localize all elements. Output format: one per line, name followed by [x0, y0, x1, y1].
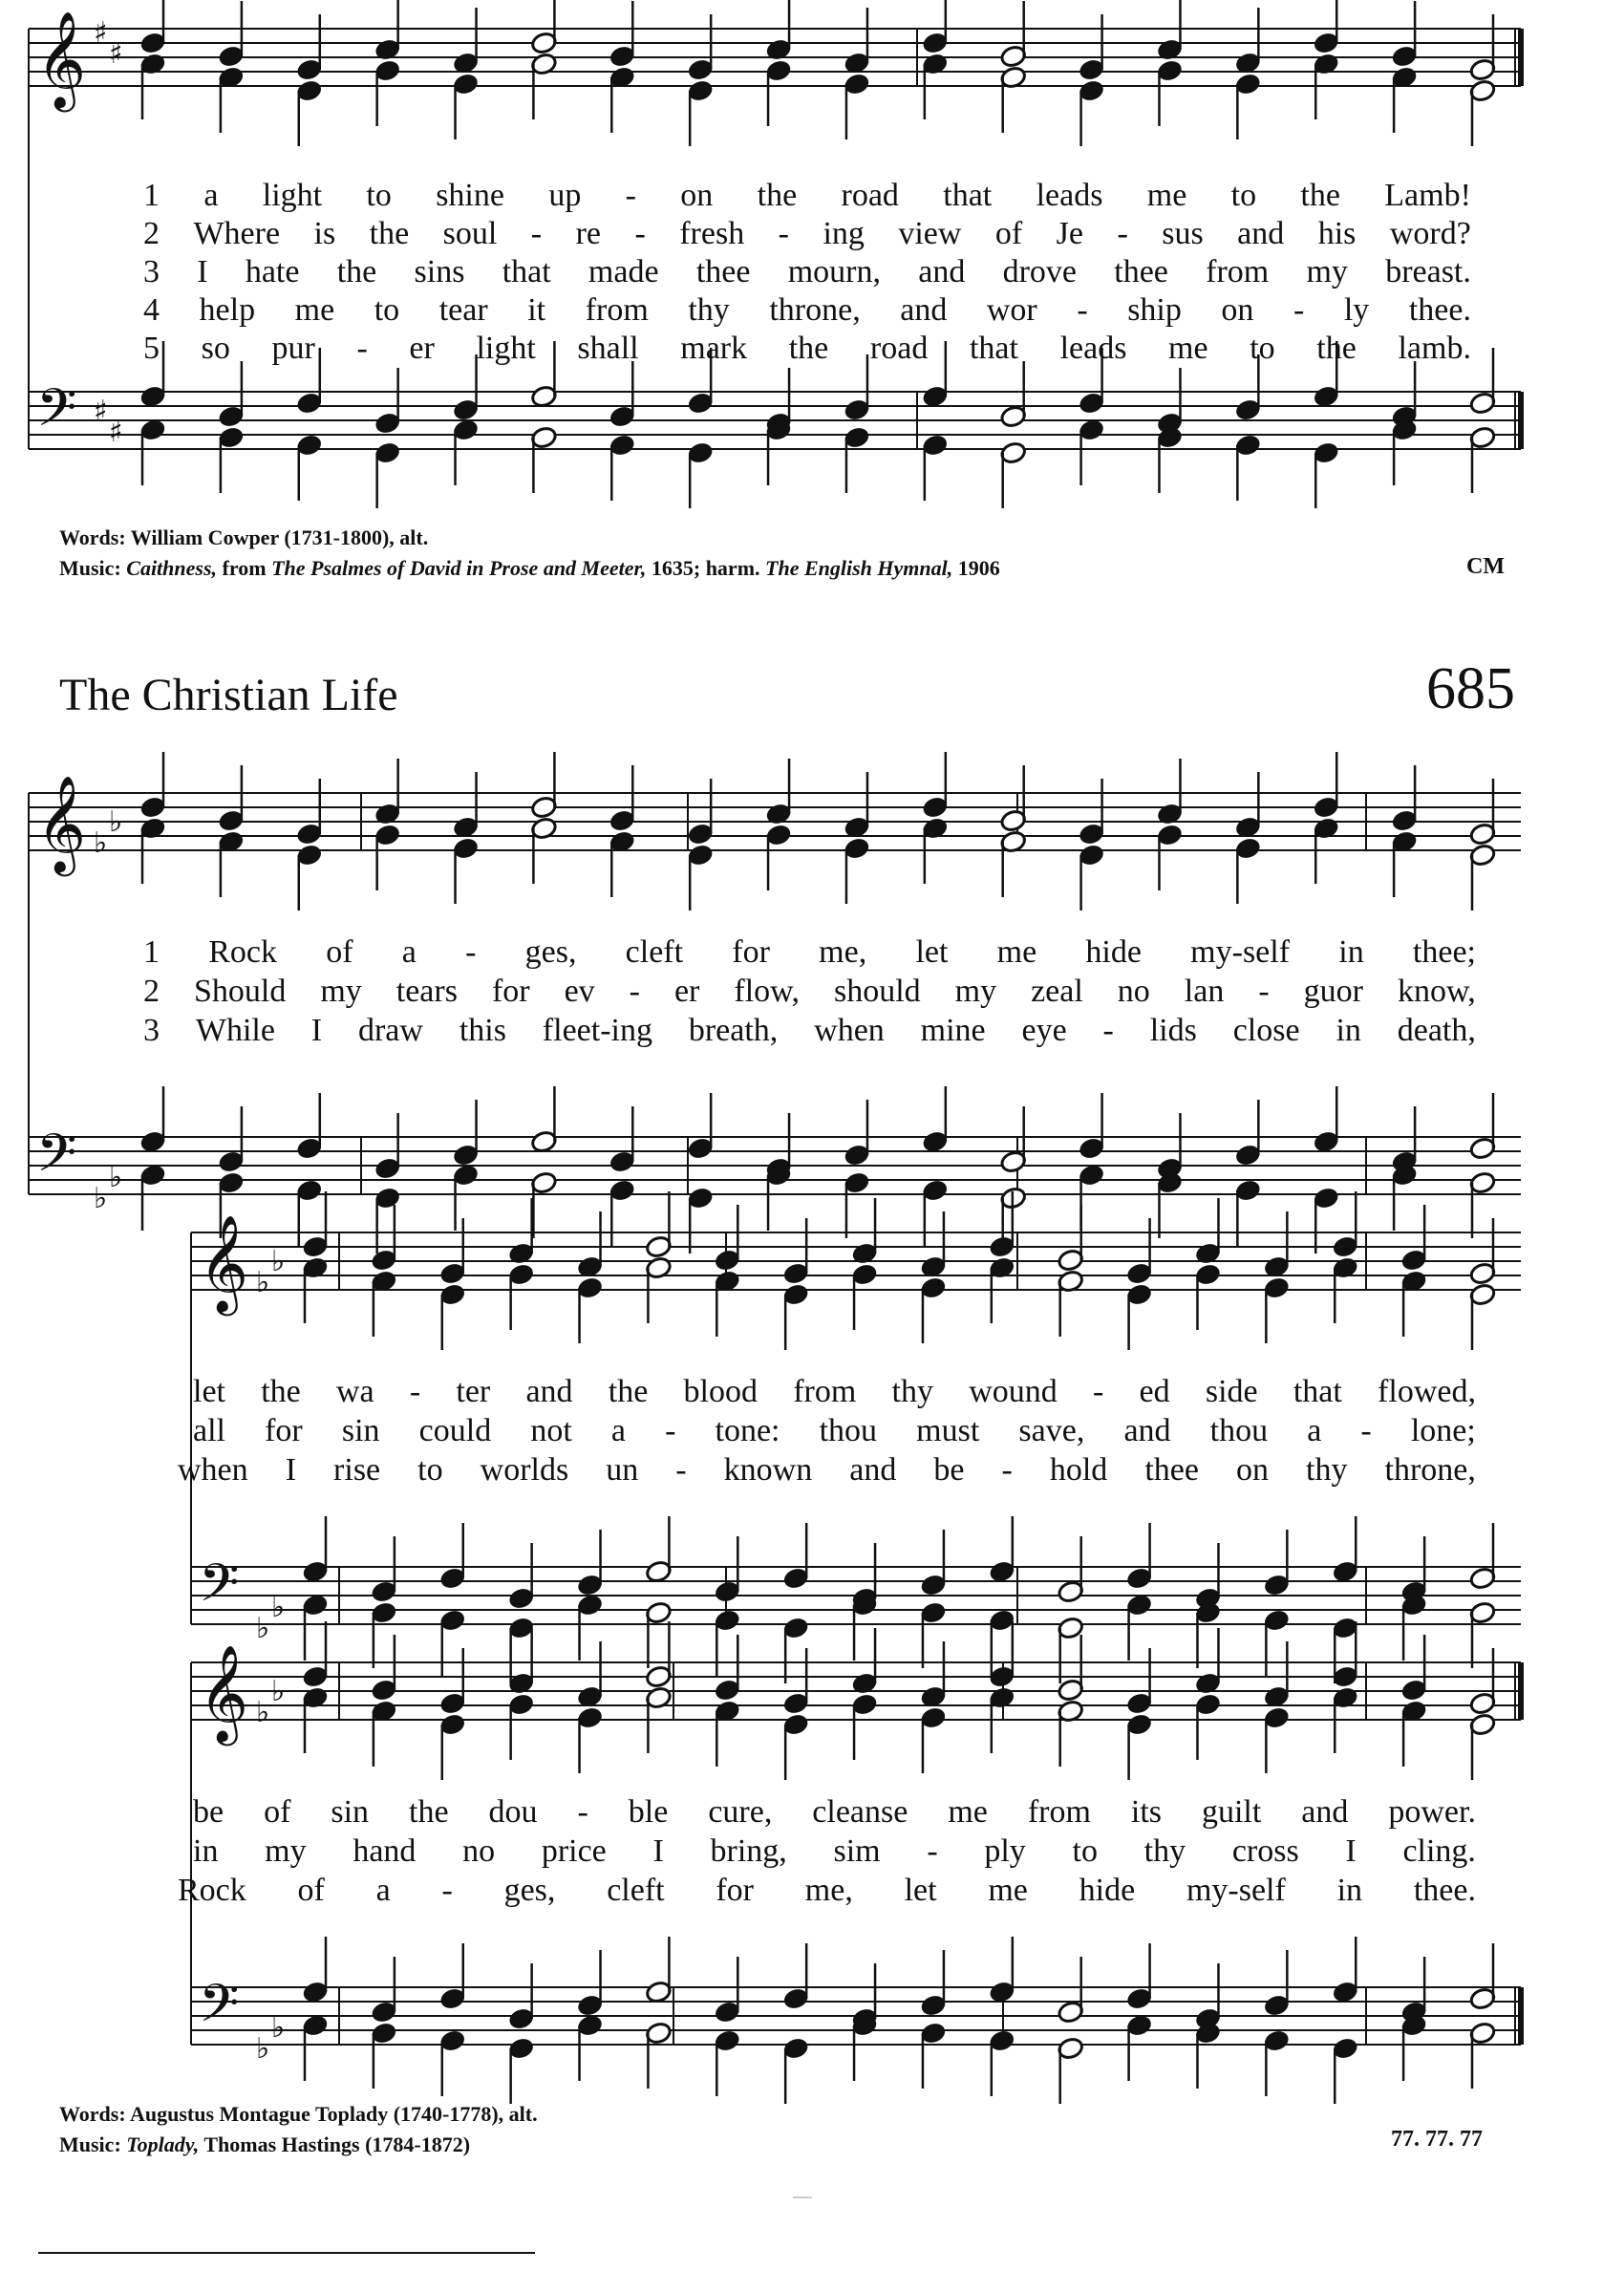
words-credit: Words: William Cowper (1731-1800), alt. [59, 525, 429, 549]
lyric-syllable: sus [1162, 216, 1204, 251]
clef-glyph: ♭ [256, 1612, 270, 1645]
lyric-syllable: must [916, 1413, 980, 1448]
lyric-syllable: made [588, 254, 659, 289]
lyric-syllable: be [193, 1794, 224, 1830]
lyric-syllable: light [262, 178, 323, 213]
lyric-syllable: leads [1059, 331, 1127, 366]
lyric-syllable: me [1146, 178, 1187, 213]
lyric-syllable: for [491, 974, 530, 1009]
lyric-syllable: ly [1343, 292, 1370, 328]
lyric-syllable: road [841, 178, 899, 213]
lyric-syllable: save, [1018, 1413, 1085, 1448]
lyric-syllable: tear [438, 292, 488, 328]
lyric-syllable: wor [986, 292, 1037, 328]
clef-glyph: ♯ [94, 16, 108, 50]
lyric-syllable: to [1250, 331, 1275, 366]
lyric-syllable: me [294, 292, 335, 328]
lyric-syllable: un [606, 1452, 639, 1488]
lyric-syllable: that [969, 331, 1018, 366]
lyric-syllable: - [629, 974, 640, 1009]
clef-glyph: ♭ [94, 826, 108, 860]
lyric-syllable: the [369, 216, 410, 251]
clef-glyph: 𝄞 [199, 1643, 249, 1742]
lyric-syllable: me [948, 1794, 988, 1830]
clef-glyph: 𝄢 [199, 1553, 240, 1626]
lyric-syllable: ply [984, 1833, 1026, 1869]
lyric-syllable: on [680, 178, 714, 213]
lyric-syllable: wound [969, 1374, 1058, 1409]
lyric-syllable: re [575, 216, 601, 251]
lyric-syllable: sins [414, 254, 465, 289]
lyric-syllable: ges, [503, 1873, 556, 1908]
lyric-syllable: fleet-ing [542, 1013, 652, 1048]
lyric-syllable: Je [1056, 216, 1083, 251]
lyric-syllable: cross [1231, 1833, 1299, 1869]
lyric-syllable: dou [488, 1794, 538, 1830]
lyric-syllable: leads [1036, 178, 1103, 213]
clef-glyph: ♭ [109, 805, 123, 839]
lyric-syllable: that [943, 178, 993, 213]
hymn-number: 685 [1426, 656, 1515, 721]
lyric-syllable: While [195, 1013, 275, 1048]
lyric-syllable: thee. [1413, 1873, 1476, 1908]
lyric-syllable: soul [442, 216, 498, 251]
lyric-syllable: Lamb! [1384, 178, 1471, 213]
lyric-syllable: thee [695, 254, 751, 289]
lyric-syllable: me [988, 1873, 1028, 1908]
lyric-syllable: for [265, 1413, 303, 1448]
lyric-syllable: 2 [143, 216, 160, 251]
clef-glyph: ♭ [271, 1675, 286, 1708]
lyric-syllable: 5 [143, 331, 160, 366]
lyric-syllable: be [933, 1452, 965, 1488]
lyric-syllable: that [1293, 1374, 1342, 1409]
lyric-syllable: lone; [1410, 1413, 1476, 1448]
lyric-syllable: the [336, 254, 377, 289]
lyric-syllable: tone: [715, 1413, 780, 1448]
lyric-syllable: could [418, 1413, 492, 1448]
lyric-syllable: from [1206, 254, 1270, 289]
lyric-syllable: - [778, 216, 789, 251]
lyric-syllable: that [502, 254, 551, 289]
lyric-syllable: 1 [143, 934, 160, 970]
lyric-syllable: and [900, 292, 948, 328]
lyric-syllable: er [409, 331, 435, 366]
lyric-syllable: ing [823, 216, 865, 251]
lyric-syllable: my [1306, 254, 1348, 289]
lyric-syllable: let [904, 1873, 937, 1908]
lyric-syllable: cleft [625, 934, 684, 970]
lyric-syllable: me, [804, 1873, 853, 1908]
lyric-syllable: the [757, 178, 798, 213]
music-credit: Music: Caithness, from The Psalmes of David in Prose and Meeter, 1635; harm. The English Hymnal, 1906 [59, 556, 1000, 580]
lyric-syllable: all [193, 1413, 225, 1448]
lyric-syllable: sim [833, 1833, 881, 1869]
lyric-syllable: a [610, 1413, 626, 1448]
lyric-syllable: in [1336, 1013, 1361, 1048]
lyric-syllable: it [527, 292, 546, 328]
lyric-syllable: and [918, 254, 966, 289]
lyric-syllable: 4 [143, 292, 160, 328]
lyric-syllable: of [994, 216, 1023, 251]
words-credit: Words: Augustus Montague Toplady (1740-1778), alt. [59, 2102, 538, 2126]
lyric-syllable: the [1300, 178, 1340, 213]
lyric-syllable: to [417, 1452, 443, 1488]
lyric-syllable: - [634, 216, 646, 251]
lyric-syllable: bring, [710, 1833, 787, 1869]
clef-glyph: 𝄢 [36, 1123, 77, 1196]
lyric-syllable: no [1117, 974, 1150, 1009]
clef-glyph: ♯ [109, 37, 123, 71]
lyric-syllable: - [1077, 292, 1088, 328]
clef-glyph: ♭ [94, 1182, 108, 1215]
lyric-syllable: for [732, 934, 770, 970]
lyric-syllable: flowed, [1378, 1374, 1476, 1409]
lyric-syllable: - [665, 1413, 676, 1448]
lyric-syllable: ev [564, 974, 595, 1009]
lyric-syllable: - [675, 1452, 687, 1488]
lyric-syllable: on [1221, 292, 1254, 328]
lyric-syllable: and [849, 1452, 897, 1488]
lyric-syllable: hold [1049, 1452, 1108, 1488]
lyric-syllable: wa [335, 1374, 374, 1409]
lyric-syllable: 3 [143, 254, 160, 289]
lyric-syllable: thy [1143, 1833, 1186, 1869]
lyric-syllable: light [476, 331, 536, 366]
lyric-syllable: I [1345, 1833, 1357, 1869]
lyric-syllable: of [297, 1873, 325, 1908]
lyric-syllable: help [199, 292, 256, 328]
lyric-syllable: zeal [1031, 974, 1083, 1009]
lyric-syllable: no [462, 1833, 496, 1869]
lyric-syllable: view [898, 216, 962, 251]
lyric-syllable: I [197, 254, 208, 289]
lyric-syllable: - [1117, 216, 1128, 251]
lyric-syllable: when [178, 1452, 248, 1488]
lyric-syllable: in [1336, 1873, 1363, 1908]
clef-glyph: ♭ [256, 1266, 270, 1299]
lyric-syllable: throne, [1384, 1452, 1476, 1488]
clef-glyph: ♭ [256, 2032, 270, 2066]
lyric-syllable: and [525, 1374, 573, 1409]
lyric-syllable: close [1232, 1013, 1300, 1048]
meter-label: 77. 77. 77 [1391, 2127, 1483, 2152]
lyric-syllable: of [264, 1794, 291, 1830]
lyric-syllable: word? [1389, 216, 1471, 251]
lyric-syllable: price [541, 1833, 607, 1869]
lyric-syllable: mine [920, 1013, 986, 1048]
meter-label: CM [1466, 554, 1505, 579]
lyric-syllable: 2 [143, 974, 160, 1009]
lyric-syllable: - [441, 1873, 453, 1908]
lyric-syllable: sin [341, 1413, 380, 1448]
lyric-syllable: known [723, 1452, 813, 1488]
lyric-syllable: worlds [480, 1452, 569, 1488]
lyric-syllable: not [530, 1413, 572, 1448]
lyric-syllable: up [548, 178, 582, 213]
clef-glyph: 𝄢 [36, 377, 77, 451]
clef-glyph: ♭ [271, 1245, 286, 1278]
lyric-syllable: my [265, 1833, 307, 1869]
lyric-syllable: know, [1397, 974, 1476, 1009]
lyric-syllable: the [409, 1794, 449, 1830]
lyric-syllable: - [927, 1833, 938, 1869]
lyric-syllable: death, [1397, 1013, 1476, 1048]
lyric-syllable: pur [271, 331, 315, 366]
lyric-syllable: Should [193, 974, 287, 1009]
lyric-syllable: ter [456, 1374, 491, 1409]
lyric-syllable: my [954, 974, 997, 1009]
lyric-syllable: side [1205, 1374, 1258, 1409]
lyric-syllable: thee [1114, 254, 1168, 289]
lyric-syllable: lamb. [1398, 331, 1471, 366]
lyric-syllable: guilt [1201, 1794, 1262, 1830]
lyric-syllable: 1 [143, 178, 160, 213]
clef-glyph: 𝄞 [36, 774, 87, 872]
lyric-syllable: guor [1303, 974, 1363, 1009]
lyric-syllable: - [577, 1794, 588, 1830]
clef-glyph: ♯ [109, 416, 123, 449]
lyric-syllable: thee; [1412, 934, 1476, 970]
clef-glyph: ♭ [271, 1591, 286, 1624]
lyric-syllable: this [459, 1013, 506, 1048]
lyric-syllable: thee [1144, 1452, 1199, 1488]
lyric-syllable: - [1360, 1413, 1372, 1448]
lyric-syllable: ed [1139, 1374, 1170, 1409]
lyric-syllable: draw [357, 1013, 423, 1048]
lyric-syllable: thee. [1408, 292, 1471, 328]
lyric-syllable: thy [891, 1374, 933, 1409]
lyric-syllable: cling. [1402, 1833, 1476, 1869]
lyric-syllable: so [201, 331, 230, 366]
lyric-syllable: eye [1021, 1013, 1067, 1048]
lyric-syllable: I [285, 1452, 297, 1488]
lyric-syllable: his [1317, 216, 1357, 251]
lyric-syllable: hand [353, 1833, 417, 1869]
lyric-syllable: shine [436, 178, 504, 213]
clef-glyph: 𝄞 [36, 10, 87, 108]
lyric-syllable: its [1130, 1794, 1163, 1830]
lyric-syllable: in [193, 1833, 219, 1869]
lyric-syllable: me [1168, 331, 1208, 366]
lyric-syllable: cleft [607, 1873, 665, 1908]
lyric-syllable: - [530, 216, 543, 251]
lyric-syllable: for [716, 1873, 755, 1908]
lyric-syllable: I [652, 1833, 664, 1869]
lyric-syllable: a [203, 178, 219, 213]
lyric-syllable: sin [331, 1794, 370, 1830]
lyric-syllable: thy [688, 292, 730, 328]
lyric-syllable: the [1316, 331, 1357, 366]
lyric-syllable: hide [1085, 934, 1142, 970]
lyric-syllable: to [1230, 178, 1257, 213]
lyric-syllable: the [261, 1374, 301, 1409]
lyric-syllable: Rock [208, 934, 277, 970]
clef-glyph: ♭ [271, 2011, 286, 2045]
music-credit: Music: Toplady, Thomas Hastings (1784-1872) [59, 2132, 471, 2156]
clef-glyph: 𝄢 [199, 1973, 240, 2047]
lyric-syllable: is [313, 216, 336, 251]
lyric-syllable: power. [1388, 1794, 1476, 1830]
lyric-syllable: thou [819, 1413, 878, 1448]
lyric-syllable: my-self [1190, 934, 1291, 970]
lyric-syllable: thy [1306, 1452, 1348, 1488]
lyric-syllable: flow, [734, 974, 800, 1009]
lyric-syllable: from [585, 292, 649, 328]
lyric-syllable: and [1123, 1413, 1171, 1448]
lyric-syllable: thou [1209, 1413, 1269, 1448]
lyric-syllable: fresh [679, 216, 745, 251]
lyric-syllable: shall [577, 331, 639, 366]
lyric-syllable: - [1001, 1452, 1013, 1488]
lyric-syllable: - [465, 934, 477, 970]
lyric-syllable: cure, [708, 1794, 773, 1830]
lyric-syllable: Where [193, 216, 281, 251]
lyric-syllable: throne, [769, 292, 861, 328]
lyric-syllable: - [1258, 974, 1270, 1009]
lyric-syllable: - [1293, 292, 1305, 328]
lyric-syllable: lids [1149, 1013, 1197, 1048]
lyric-syllable: drove [1002, 254, 1077, 289]
lyric-syllable: blood [683, 1374, 758, 1409]
lyric-syllable: hide [1079, 1873, 1136, 1908]
lyric-syllable: a [401, 934, 417, 970]
lyric-syllable: hate [245, 254, 300, 289]
lyric-syllable: from [793, 1374, 857, 1409]
clef-glyph: ♯ [94, 395, 108, 428]
lyric-syllable: ble [628, 1794, 669, 1830]
lyric-syllable: and [1237, 216, 1285, 251]
lyric-syllable: the [788, 331, 829, 366]
lyric-syllable: ship [1127, 292, 1182, 328]
section-title: The Christian Life [59, 670, 398, 720]
lyric-syllable: breath, [688, 1013, 779, 1048]
lyric-syllable: breast. [1385, 254, 1471, 289]
lyric-syllable: my [320, 974, 362, 1009]
lyric-syllable: rise [333, 1452, 381, 1488]
lyric-syllable: let [915, 934, 949, 970]
lyric-syllable: from [1027, 1794, 1091, 1830]
lyric-syllable: to [1072, 1833, 1098, 1869]
lyric-syllable: I [310, 1013, 323, 1048]
lyric-syllable: ges, [524, 934, 577, 970]
lyric-syllable: - [625, 178, 636, 213]
lyric-syllable: when [814, 1013, 885, 1048]
lyric-syllable: 3 [143, 1013, 160, 1048]
clef-glyph: ♭ [109, 1161, 123, 1194]
lyric-syllable: lan [1184, 974, 1225, 1009]
lyric-syllable: - [1102, 1013, 1114, 1048]
lyric-syllable: er [673, 974, 700, 1009]
lyric-syllable: a [375, 1873, 391, 1908]
lyric-syllable: the [608, 1374, 649, 1409]
lyric-syllable: - [409, 1374, 421, 1409]
lyric-syllable: to [366, 178, 392, 213]
clef-glyph: 𝄞 [199, 1213, 249, 1312]
lyric-syllable: of [326, 934, 353, 970]
lyric-syllable: mark [680, 331, 748, 366]
lyric-syllable: on [1236, 1452, 1269, 1488]
lyric-syllable: - [356, 331, 368, 366]
lyric-syllable: my-self [1186, 1873, 1286, 1908]
clef-glyph: ♭ [256, 1696, 270, 1729]
lyric-syllable: me [996, 934, 1037, 970]
lyric-syllable: let [193, 1374, 225, 1409]
lyric-syllable: road [869, 331, 929, 366]
lyric-syllable: Rock [178, 1873, 246, 1908]
lyric-syllable: me, [819, 934, 867, 970]
lyric-syllable: in [1338, 934, 1364, 970]
lyric-syllable: mourn, [787, 254, 881, 289]
lyric-syllable: tears [395, 974, 458, 1009]
lyric-syllable: to [374, 292, 400, 328]
lyric-syllable: a [1307, 1413, 1322, 1448]
lyric-syllable: - [1092, 1374, 1104, 1409]
lyric-syllable: cleanse [812, 1794, 908, 1830]
lyric-syllable: and [1301, 1794, 1349, 1830]
lyric-syllable: should [833, 974, 921, 1009]
